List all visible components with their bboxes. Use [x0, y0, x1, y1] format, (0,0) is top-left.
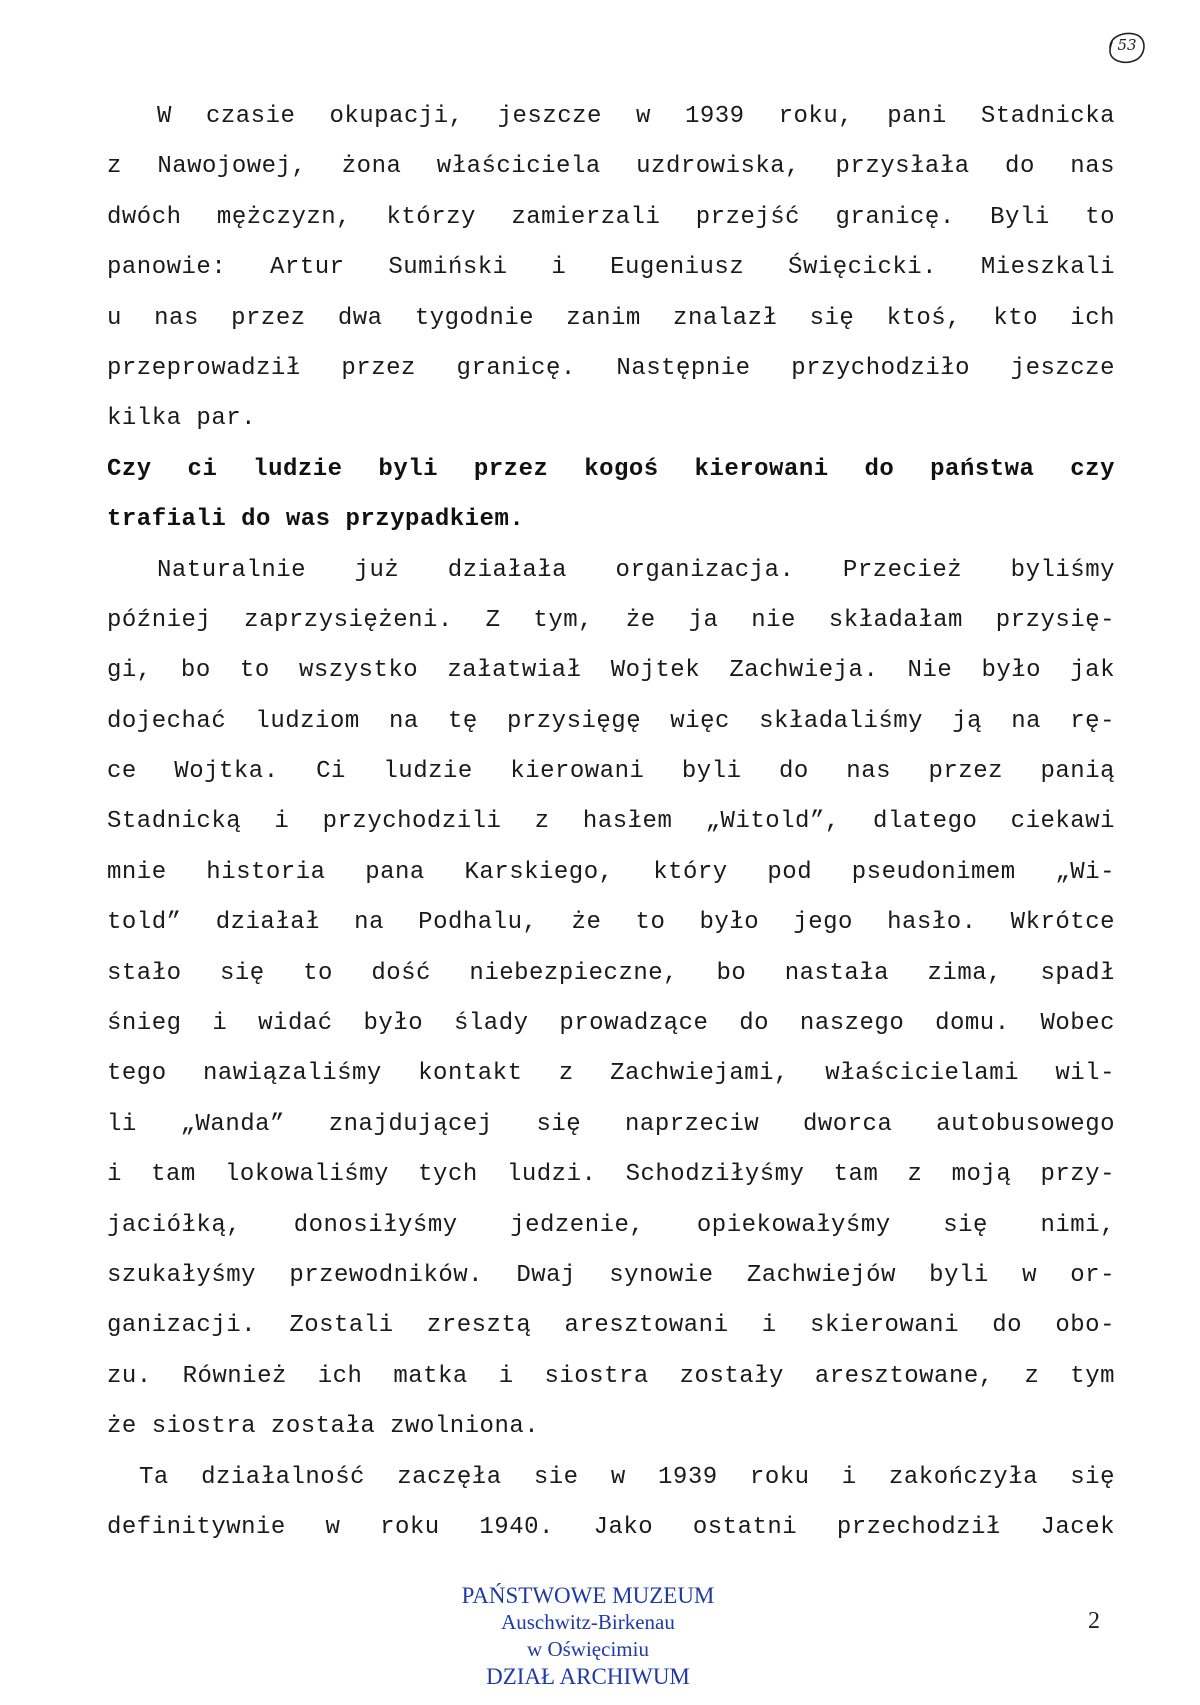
body-line: Ta działalność zaczęła sie w 1939 roku i zakończyła się [139, 1463, 1115, 1491]
body-line: ce Wojtka. Ci ludzie kierowani byli do nas przez panią [107, 758, 1115, 786]
body-line: gi, bo to wszystko załatwiał Wojtek Zachwieja. Nie było jak [107, 657, 1115, 685]
body-line: z Nawojowej, żona właściciela uzdrowiska, przysłała do nas [107, 153, 1115, 181]
body-line: dojechać ludziom na tę przysięgę więc składaliśmy ją na rę- [107, 707, 1115, 735]
body-line: kilka par. [107, 405, 257, 433]
stamp-line: PAŃSTWOWE MUZEUM [461, 1583, 715, 1608]
document-body [107, 92, 1115, 1553]
question-line: trafiali do was przypadkiem. [107, 506, 525, 534]
body-line: stało się to dość niebezpieczne, bo nastała zima, spadł [107, 959, 1115, 987]
body-line: tego nawiązaliśmy kontakt z Zachwiejami, właścicielami wil- [107, 1060, 1115, 1088]
body-line: Naturalnie już działała organizacja. Przecież byliśmy [157, 556, 1115, 584]
body-line: dwóch mężczyzn, którzy zamierzali przejść granicę. Byli to [107, 203, 1115, 231]
folio-number: 53 [1117, 36, 1137, 54]
body-line: mnie historia pana Karskiego, który pod pseudonimem „Wi- [107, 858, 1115, 886]
stamp-line: w Oświęcimiu [527, 1637, 649, 1661]
body-line: przeprowadził przez granicę. Następnie przychodziło jeszcze [107, 354, 1115, 382]
stamp-line: DZIAŁ ARCHIWUM [486, 1664, 690, 1689]
body-line: Stadnicką i przychodzili z hasłem „Witold”, dlatego ciekawi [107, 808, 1115, 836]
body-line: jaciółką, donosiłyśmy jedzenie, opiekowałyśmy się nimi, [107, 1211, 1115, 1239]
question-line: Czy ci ludzie byli przez kogoś kierowani do państwa czy [107, 455, 1115, 483]
body-line: u nas przez dwa tygodnie zanim znalazł się ktoś, kto ich [107, 304, 1115, 332]
body-line: śnieg i widać było ślady prowadzące do naszego domu. Wobec [107, 1010, 1115, 1038]
body-line: li „Wanda” znajdującej się naprzeciw dworca autobusowego [107, 1110, 1115, 1138]
body-line: ganizacji. Zostali zresztą aresztowani i skierowani do obo- [107, 1312, 1115, 1340]
body-line: panowie: Artur Sumiński i Eugeniusz Święcicki. Mieszkali [107, 254, 1115, 282]
body-line: told” działał na Podhalu, że to było jego hasło. Wkrótce [107, 909, 1115, 937]
body-line: W czasie okupacji, jeszcze w 1939 roku, pani Stadnicka [157, 103, 1115, 130]
body-line: później zaprzysiężeni. Z tym, że ja nie składałam przysię- [107, 606, 1115, 634]
stamp-line: Auschwitz-Birkenau [501, 1610, 675, 1634]
body-line: szukałyśmy przewodników. Dwaj synowie Zachwiejów byli w or- [107, 1261, 1115, 1289]
body-line: zu. Również ich matka i siostra zostały aresztowane, z tym [107, 1362, 1115, 1390]
body-line: że siostra została zwolniona. [107, 1413, 540, 1441]
page-number: 2 [1088, 1608, 1100, 1634]
body-line: i tam lokowaliśmy tych ludzi. Schodziłyśmy tam z moją przy- [107, 1161, 1115, 1189]
archive-stamp [428, 1582, 748, 1690]
body-line: definitywnie w roku 1940. Jako ostatni przechodził Jacek [107, 1513, 1115, 1541]
